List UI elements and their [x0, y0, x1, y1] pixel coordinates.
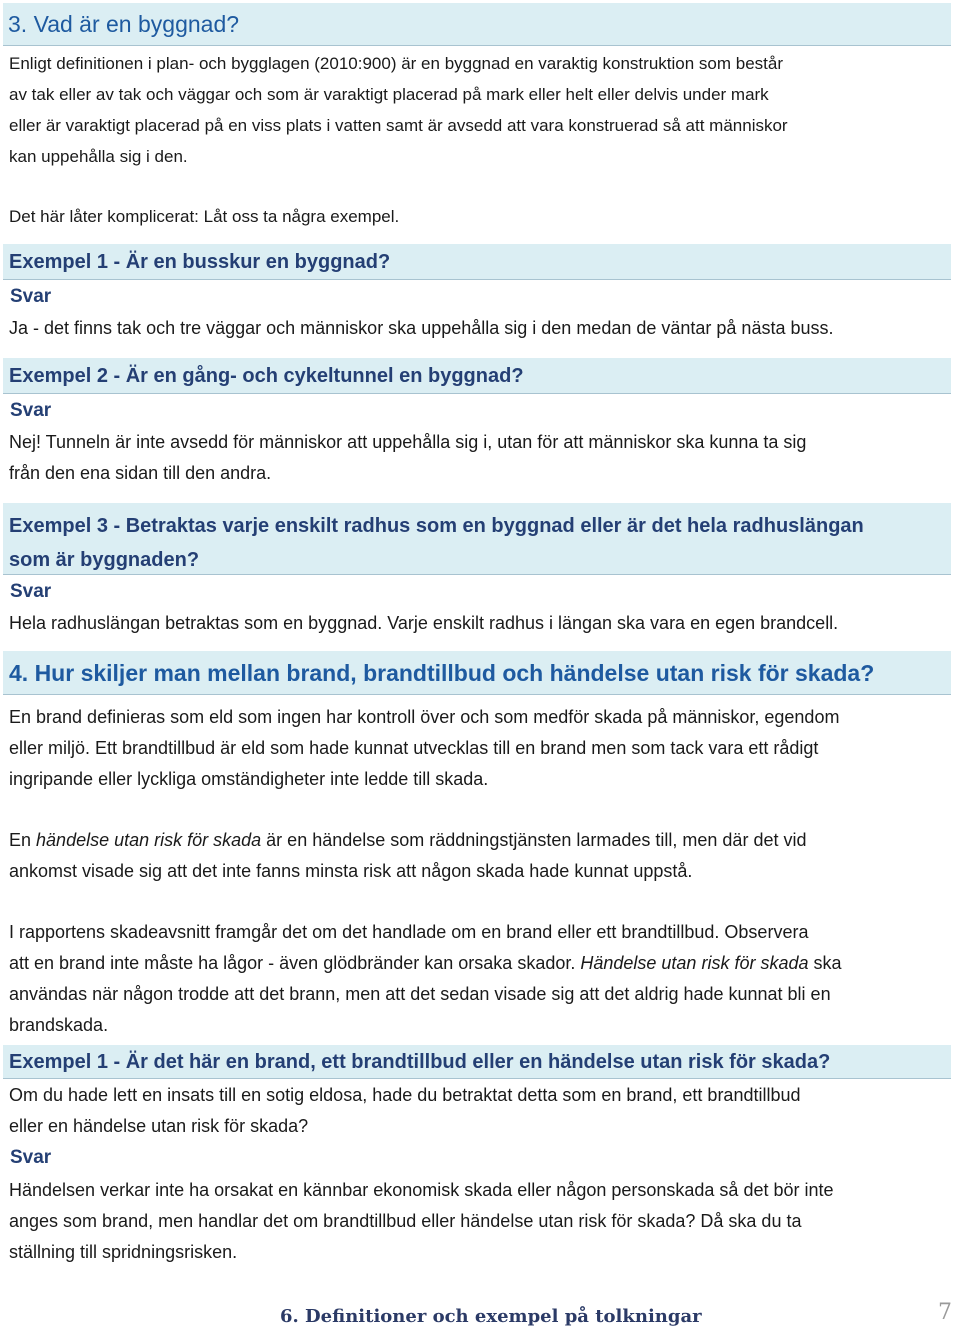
section-4-paragraph-3 — [9, 917, 944, 1041]
paragraph-line: I rapportens skadeavsnitt framgår det om det handlade om en brand eller ett brandtillbud. Observera — [9, 922, 809, 942]
intro-line: Enligt definitionen i plan- och bygglagen (2010:900) är en byggnad en varaktig konstruktion som består — [9, 54, 783, 73]
section-4-example-answer — [9, 1175, 944, 1268]
text-segment: ska — [808, 953, 842, 973]
complicated-line: Det här låter komplicerat: Låt oss ta några exempel. — [9, 207, 400, 226]
question-line: som är byggnaden? — [9, 549, 200, 571]
paragraph-line: ankomst visade sig att det inte fanns minsta risk att någon skada hade kunnat uppstå. — [9, 861, 693, 881]
section-4-paragraph-2 — [9, 825, 944, 887]
svar-label: Svar — [10, 400, 52, 421]
complicated-note — [9, 201, 944, 232]
section-4-example-question: Exempel 1 - Är det här en brand, ett brandtillbud eller en händelse utan risk för skada? — [9, 1051, 831, 1073]
answer-line: Hela radhuslängan betraktas som en byggnad. Varje enskilt radhus i längan ska vara en egen brandcell. — [9, 613, 839, 633]
text-segment: En — [9, 830, 37, 850]
paragraph-line: En brand definieras som eld som ingen har kontroll över och som medför skada på människor, egendom — [9, 707, 840, 727]
section-4-example-text — [9, 1080, 944, 1142]
page-number: 7 — [938, 1300, 952, 1325]
svar-label: Svar — [10, 581, 52, 602]
answer-line: ställning till spridningsrisken. — [9, 1242, 238, 1262]
answer-line: Ja - det finns tak och tre väggar och människor ska uppehålla sig i den medan de väntar på nästa buss. — [9, 318, 834, 338]
italic-term: Händelse utan risk för skada — [580, 953, 809, 973]
example-1-question: Exempel 1 - Är en busskur en byggnad? — [9, 251, 391, 273]
example-1-answer — [9, 313, 944, 344]
text-segment: är en händelse som räddningstjänsten larmades till, men där det vid — [261, 830, 807, 850]
paragraph-line: eller en händelse utan risk för skada? — [9, 1116, 309, 1136]
text-segment: att en brand inte måste ha lågor - även glödbränder kan orsaka skador. — [9, 953, 581, 973]
intro-line: av tak eller av tak och väggar och som är varaktigt placerad på mark eller helt eller delvis under mark — [9, 85, 769, 104]
intro-line: eller är varaktigt placerad på en viss plats i vatten samt är avsedd att vara konstruerad så att människor — [9, 116, 788, 135]
section-4-title: 4. Hur skiljer man mellan brand, brandtillbud och händelse utan risk för skada? — [9, 660, 875, 686]
example-3-question — [9, 509, 864, 577]
answer-line: från den ena sidan till den andra. — [9, 463, 272, 483]
section-3-title: 3. Vad är en byggnad? — [8, 11, 240, 37]
intro-line: kan uppehålla sig i den. — [9, 147, 188, 166]
example-2-question: Exempel 2 - Är en gång- och cykeltunnel en byggnad? — [9, 365, 524, 387]
section-3-intro — [9, 48, 944, 172]
example-3-answer — [9, 608, 944, 639]
paragraph-line: eller miljö. Ett brandtillbud är eld som hade kunnat utvecklas till en brand men som tack vara ett rådigt — [9, 738, 819, 758]
svar-label: Svar — [10, 1147, 52, 1168]
answer-line: anges som brand, men handlar det om brandtillbud eller händelse utan risk för skada? Då ska du ta — [9, 1211, 802, 1231]
italic-term: händelse utan risk för skada — [36, 830, 262, 850]
paragraph-line: brandskada. — [9, 1015, 109, 1035]
footer-title: 6. Definitioner och exempel på tolkningar — [280, 1306, 702, 1327]
paragraph-line: Om du hade lett en insats till en sotig eldosa, hade du betraktat detta som en brand, ett brandtillbud — [9, 1085, 801, 1105]
paragraph-line — [9, 825, 944, 856]
paragraph-line: ingripande eller lyckliga omständigheter inte ledde till skada. — [9, 769, 489, 789]
question-line: Exempel 3 - Betraktas varje enskilt radhus som en byggnad eller är det hela radhuslängan — [9, 515, 864, 537]
paragraph-line — [9, 948, 944, 979]
svar-label: Svar — [10, 286, 52, 307]
example-2-answer — [9, 427, 944, 489]
answer-line: Nej! Tunneln är inte avsedd för människor att uppehålla sig i, utan för att människor ska kunna ta sig — [9, 432, 807, 452]
section-4-paragraph-1 — [9, 702, 944, 795]
answer-line: Händelsen verkar inte ha orsakat en kännbar ekonomisk skada eller någon personskada så det bör inte — [9, 1180, 834, 1200]
paragraph-line: användas när någon trodde att det brann, men att det sedan visade sig att det aldrig hade kunnat bli en — [9, 984, 831, 1004]
